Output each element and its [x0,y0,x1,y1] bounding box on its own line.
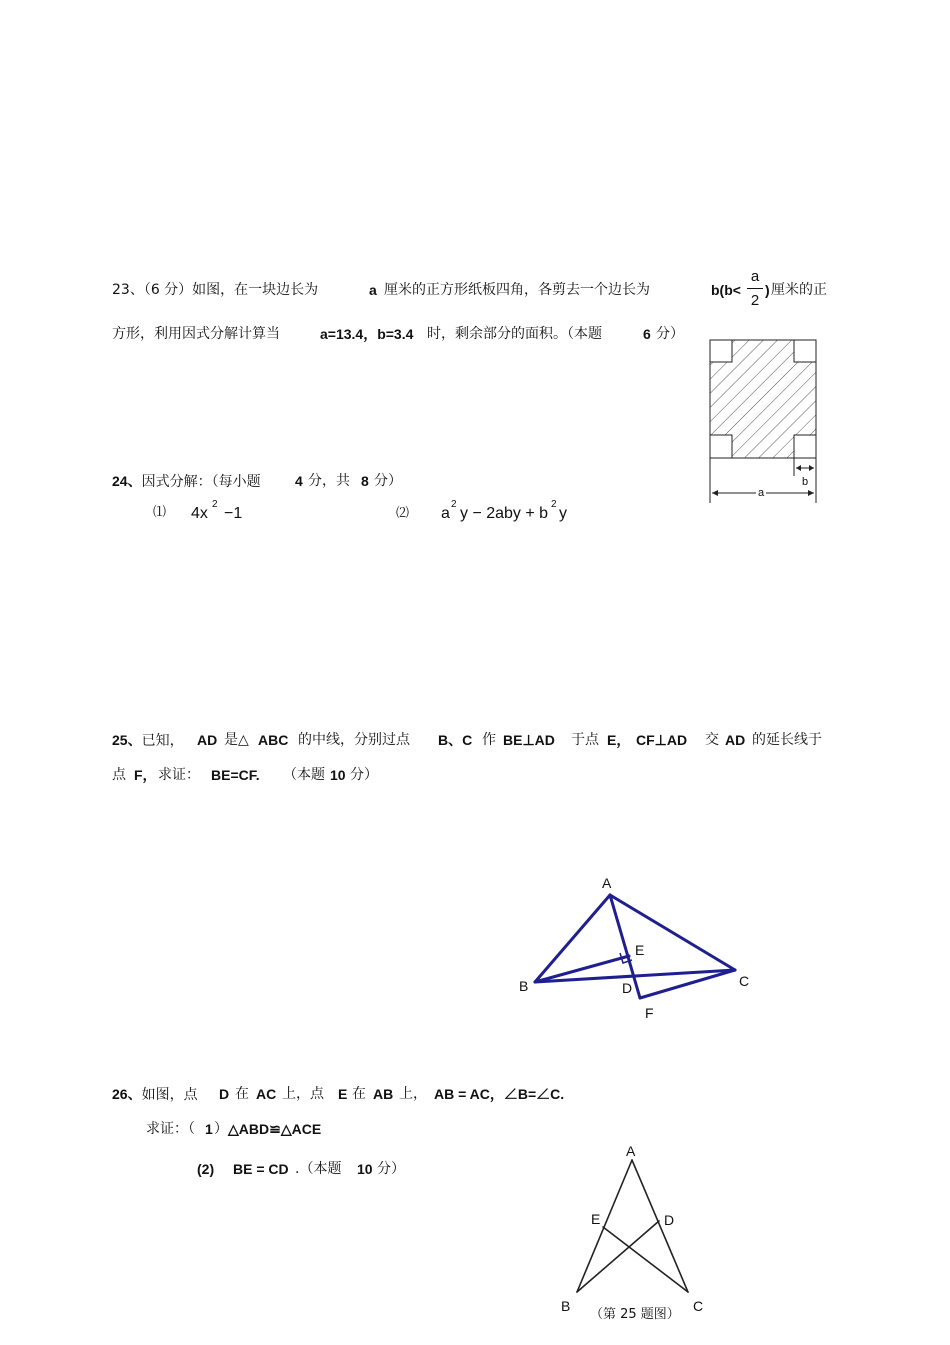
q25-label-d: D [622,980,633,996]
q23-frac-bar [747,288,763,289]
q23-line1-b: 厘米的正方形纸板四角，各剪去一个边长为 [384,282,650,298]
q26-part2-num: (2) [197,1161,215,1177]
q23-score: 6 [643,326,651,342]
q25-ext: 的延长线于 [752,732,822,748]
segment-cf [640,970,735,998]
q26-shang-dian: 上，点 [282,1086,324,1102]
q25-is: 是△ [224,732,249,748]
q23-number: 23、 [112,282,144,298]
q23-line1: 23、（6 分）如图，在一块边长为 [112,282,319,298]
q24-part1-a: 4x [191,505,208,522]
q26-label-c: C [693,1298,704,1314]
q26-part2-stmt: BE = CD [233,1161,289,1177]
q24-part1-label: ⑴ [153,505,167,520]
q26-e: E [338,1086,348,1102]
q24-total: 8 [361,473,369,489]
q25-abc: ABC [258,732,289,748]
q26-label-d: D [664,1212,675,1228]
q26-part2-score-end: 分） [377,1161,405,1177]
q26-label-b: B [561,1298,571,1314]
q23-line2-a: 方形，利用因式分解计算当 [112,326,280,342]
q25-score: 10 [330,767,346,783]
q23-cond-start: b(b< [711,282,741,298]
q25-jiao: 交 [705,732,719,748]
q25-prove: 求证： [158,767,200,783]
q25-cf-perp: CF⊥AD [636,732,688,748]
q23-line1-c: 厘米的正 [771,282,827,298]
q25-ad: AD [197,732,218,748]
q26-part1-stmt: △ABD≌△ACE [228,1121,322,1137]
q25-f: F， [134,767,157,783]
q25-bc: B、C [438,732,473,748]
q24-score: 4 [295,473,303,489]
q23-line2-values: a=13.4，b=3.4 [320,326,414,342]
q24-part2-c: y [559,505,567,522]
q24-number: 24、 [112,473,142,489]
cardboard-shape [710,340,816,458]
q24-heading: 24、因式分解：（每小题 [112,473,261,490]
segment-be [535,956,629,982]
q25-e: E， [607,732,631,748]
q23-frac-den: 2 [750,292,760,309]
q24-part2-label: ⑵ [396,506,410,521]
side-bc [535,970,735,982]
q25-label-a: A [602,875,612,891]
q24-part2-exp1: 2 [451,499,457,510]
q23-frac-num: a [750,268,760,285]
q26-label-e: E [591,1211,601,1227]
q26-ab: AB [373,1086,394,1102]
q25-number: 25、 [112,732,142,748]
q23-fig-label-a: a [756,484,766,502]
q26-zai: 在 [235,1086,249,1102]
q24-part2-b: y − 2aby + b [460,505,549,522]
q24-part2-a: a [441,505,450,522]
q26-label-a: A [626,1143,636,1159]
q23-line2-c: 分） [656,326,684,342]
q25-score-txt: （本题 [283,767,325,783]
q25-label-b: B [519,978,529,994]
q23-line2-b: 时，剩余部分的面积。（本题 [427,326,602,342]
q25-line1: 25、已知， [112,732,184,749]
q25-label-f: F [645,1005,654,1021]
q25-be-perp: BE⊥AD [503,732,555,748]
q26-zai2: 在 [352,1086,366,1102]
q26-condition: AB = AC，∠B=∠C. [434,1086,565,1102]
q26-caption: （第 25 题图） [590,1307,680,1322]
q25-ad2: AD [725,732,746,748]
q23-fig-label-b: b [802,476,809,488]
q26-part1-close: ） [214,1121,228,1137]
q26-ac: AC [256,1086,277,1102]
q25-label-e: E [635,942,645,958]
q24-mid: 分，共 [308,473,350,489]
q26-prove-label: 求证：（ [146,1121,195,1137]
side-ac [610,895,735,970]
q24-part1-b: −1 [224,505,243,522]
q23-var-a: a [369,282,377,298]
q25-score-end: 分） [350,767,378,783]
q25-yudian: 于点 [571,732,599,748]
q25-zuo: 作 [482,732,496,748]
q24-end: 分） [374,473,402,489]
q24-part1-exp: 2 [212,499,218,510]
q26-part1-num: 1 [205,1121,213,1137]
q25-median: 的中线，分别过点 [298,732,410,748]
q26-part2-score-txt: .（本题 [295,1161,342,1177]
q26-part2-score: 10 [357,1161,373,1177]
side-ac [632,1160,688,1292]
q26-number: 26、 [112,1086,142,1102]
q25-label-c: C [739,973,750,989]
q25-goal: BE=CF. [211,767,260,783]
q25-line2-a: 点 [112,767,126,783]
segment-cd [603,1227,688,1292]
side-ab [577,1160,632,1292]
q26-d: D [219,1086,230,1102]
side-ab [535,895,610,982]
q26-line1: 26、如图，点 [112,1086,198,1103]
q23-cond-end: ) [765,282,770,298]
q24-part2-exp2: 2 [551,499,557,510]
q26-shang: 上， [399,1086,427,1102]
segment-be [577,1221,659,1292]
